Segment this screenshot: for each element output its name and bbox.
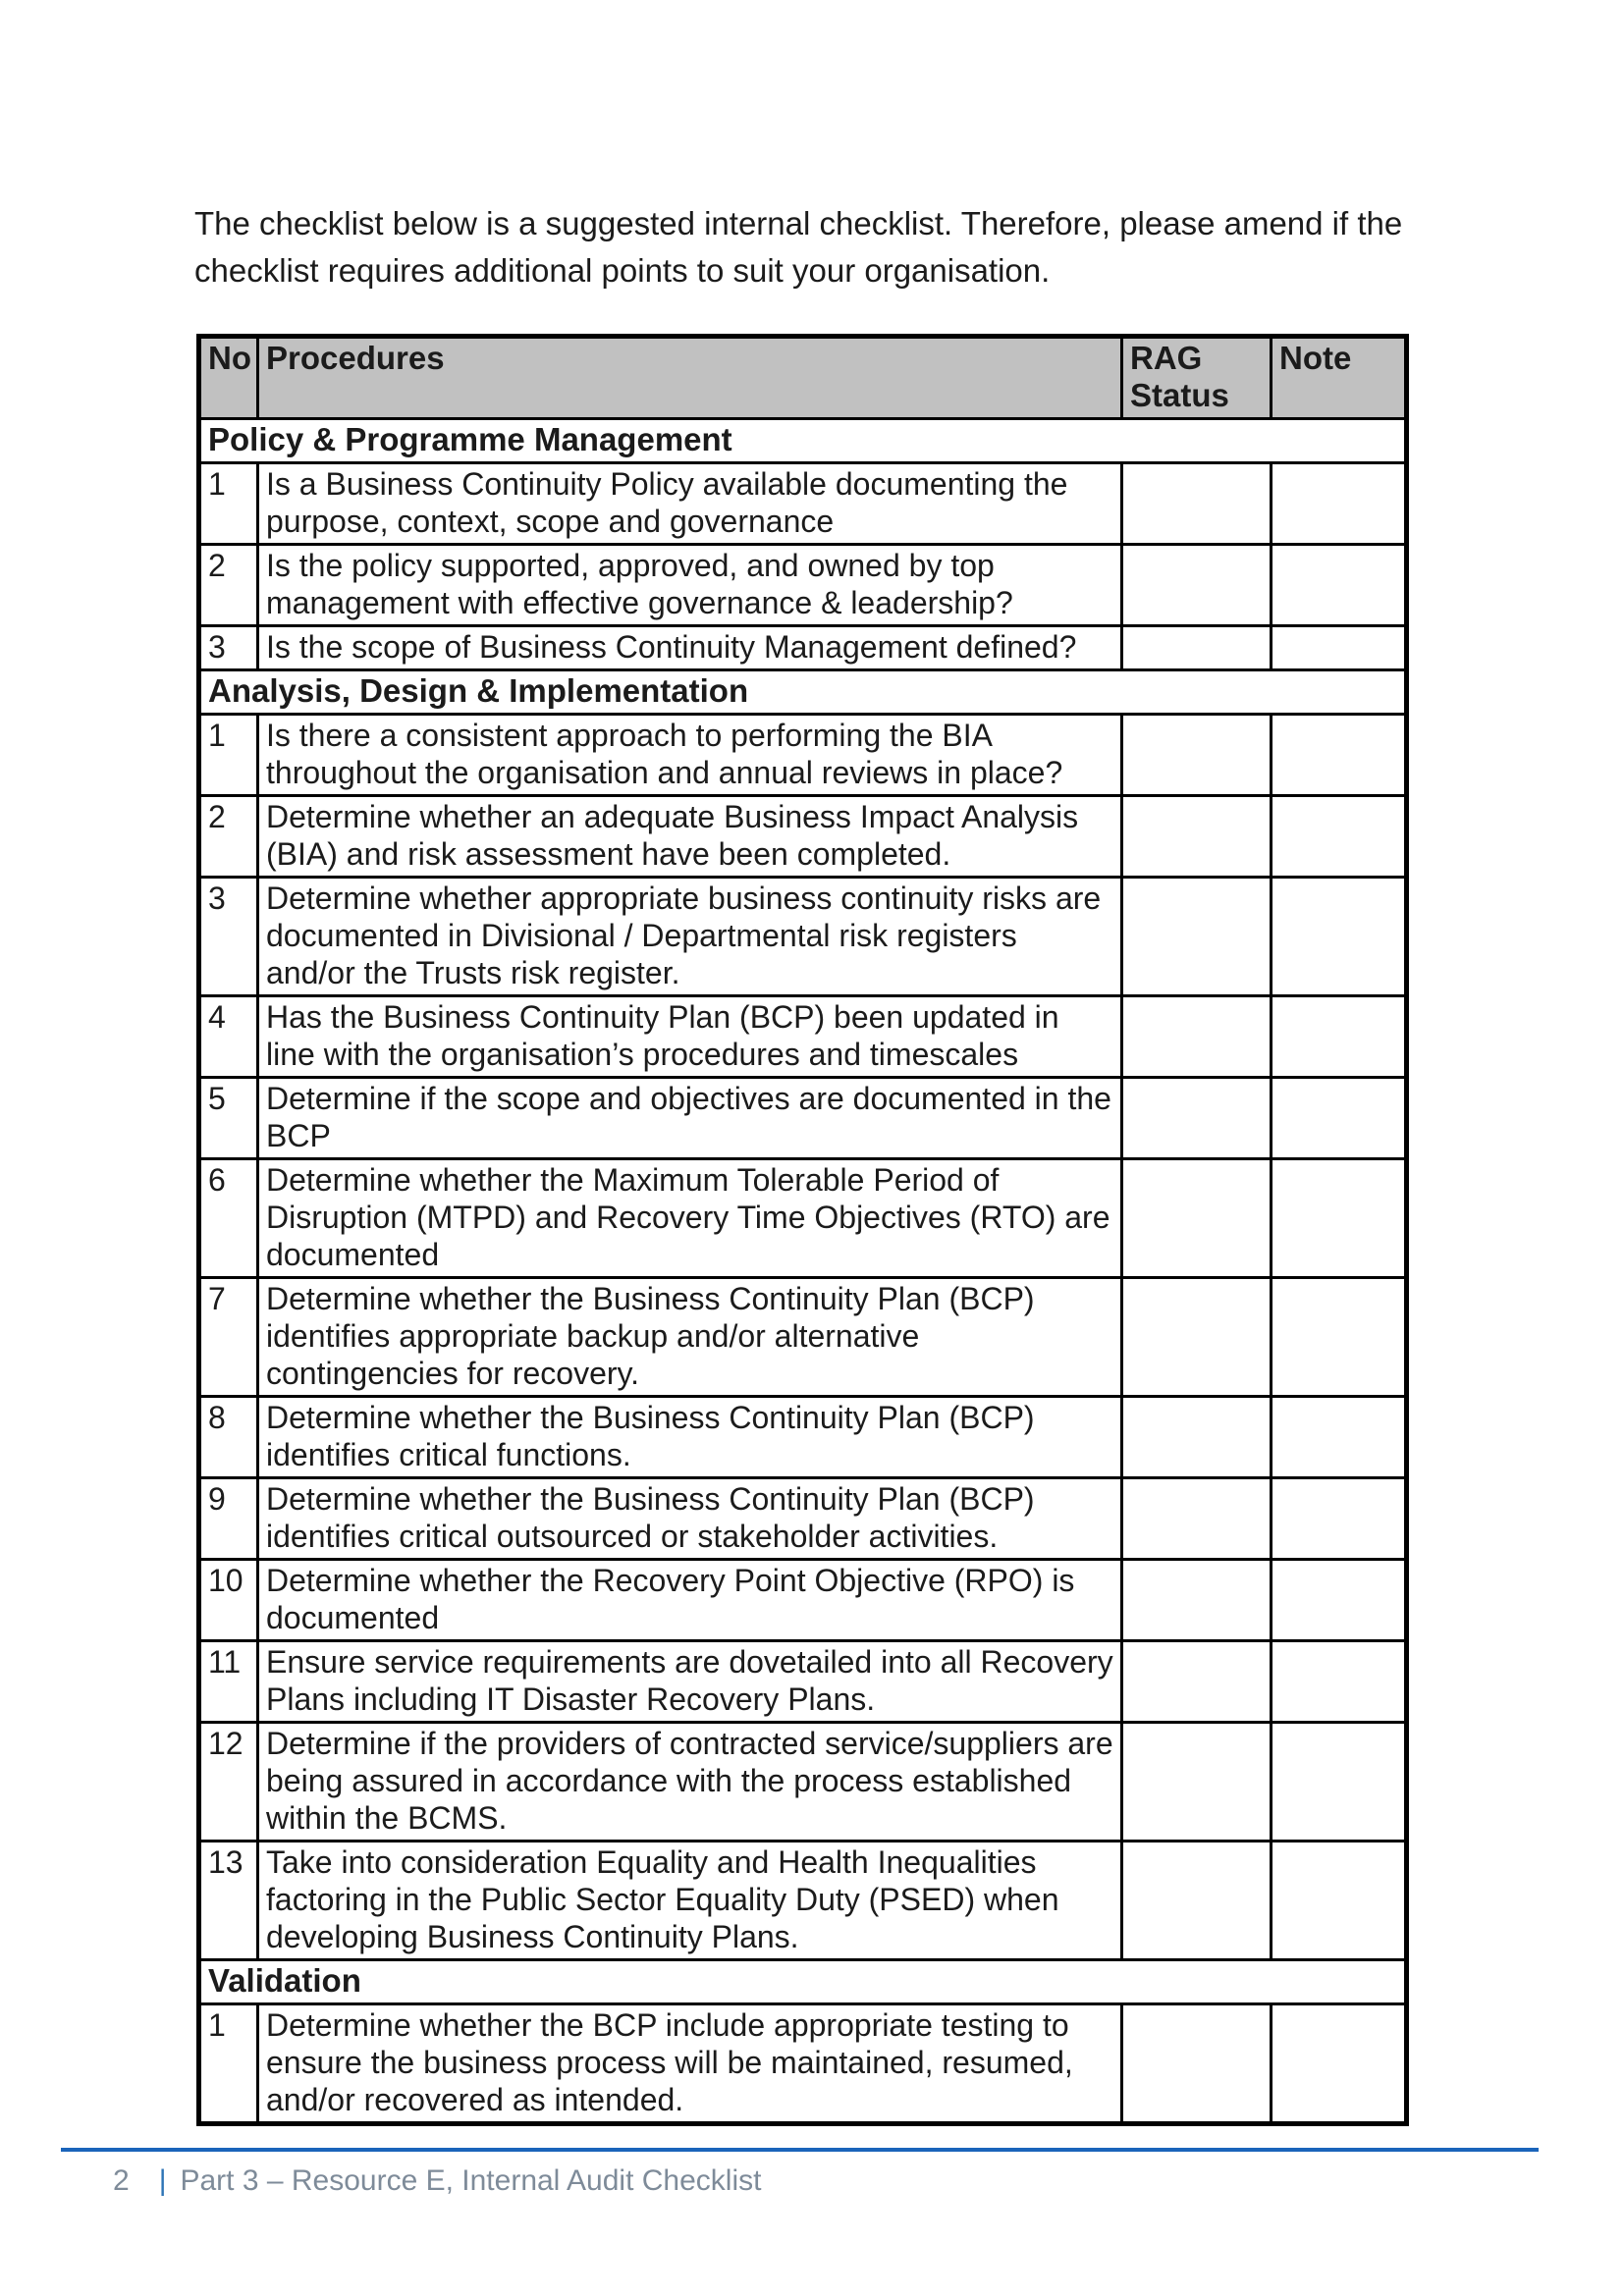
procedure-cell: Determine whether the BCP include appropriate testing to ensure the business process will be maintained, resumed, and/or recovered as intended. [258, 2004, 1122, 2124]
rag-status-cell [1122, 2004, 1272, 2124]
table-row [199, 1278, 1407, 1397]
note-cell [1272, 1560, 1407, 1641]
row-number-cell: 12 [199, 1723, 258, 1842]
section-title: Validation [199, 1960, 1407, 2004]
table-header-row [199, 337, 1407, 419]
procedure-cell: Determine whether the Business Continuity Plan (BCP) identifies appropriate backup and/or alternative contingencies for recovery. [258, 1278, 1122, 1397]
rag-status-cell [1122, 878, 1272, 996]
intro-paragraph: The checklist below is a suggested internal checklist. Therefore, please amend if the checklist requires additional points to suit your organisation. [194, 205, 1403, 289]
footer-separator: | [158, 2164, 167, 2197]
procedure-cell: Determine whether the Maximum Tolerable Period of Disruption (MTPD) and Recovery Time Objectives (RTO) are documented [258, 1159, 1122, 1278]
note-cell [1272, 1159, 1407, 1278]
rag-status-cell [1122, 715, 1272, 796]
note-cell [1272, 996, 1407, 1078]
table-row [199, 2004, 1407, 2124]
note-cell [1272, 1278, 1407, 1397]
rag-status-cell [1122, 1278, 1272, 1397]
table-row [199, 1078, 1407, 1159]
procedure-cell: Is a Business Continuity Policy available documenting the purpose, context, scope and governance [258, 463, 1122, 545]
row-number-cell: 4 [199, 996, 258, 1078]
rag-status-cell [1122, 1478, 1272, 1560]
row-number-cell: 9 [199, 1478, 258, 1560]
procedure-cell: Determine if the providers of contracted service/suppliers are being assured in accordance with the process established within the BCMS. [258, 1723, 1122, 1842]
note-cell [1272, 1478, 1407, 1560]
procedure-cell: Determine whether an adequate Business Impact Analysis (BIA) and risk assessment have been completed. [258, 796, 1122, 878]
table-row [199, 1397, 1407, 1478]
row-number-cell: 2 [199, 545, 258, 626]
footer-divider-line [61, 2148, 1539, 2152]
procedure-cell: Determine whether the Business Continuity Plan (BCP) identifies critical functions. [258, 1397, 1122, 1478]
page-footer [113, 2163, 761, 2199]
section-title: Analysis, Design & Implementation [199, 670, 1407, 715]
procedure-cell: Ensure service requirements are dovetailed into all Recovery Plans including IT Disaster Recovery Plans. [258, 1641, 1122, 1723]
procedure-cell: Determine whether the Recovery Point Objective (RPO) is documented [258, 1560, 1122, 1641]
note-cell [1272, 1078, 1407, 1159]
procedure-cell: Is the policy supported, approved, and owned by top management with effective governance & leadership? [258, 545, 1122, 626]
rag-status-cell [1122, 1560, 1272, 1641]
rag-status-cell [1122, 1078, 1272, 1159]
table-row [199, 715, 1407, 796]
row-number-cell: 11 [199, 1641, 258, 1723]
procedure-cell: Is the scope of Business Continuity Management defined? [258, 626, 1122, 670]
procedure-cell: Is there a consistent approach to performing the BIA throughout the organisation and annual reviews in place? [258, 715, 1122, 796]
table-row [199, 796, 1407, 878]
section-header-row [199, 670, 1407, 715]
row-number-cell: 13 [199, 1842, 258, 1960]
header-rag-status: RAG Status [1122, 337, 1272, 419]
rag-status-cell [1122, 1641, 1272, 1723]
procedure-cell: Has the Business Continuity Plan (BCP) been updated in line with the organisation’s procedures and timescales [258, 996, 1122, 1078]
note-cell [1272, 878, 1407, 996]
rag-status-cell [1122, 1842, 1272, 1960]
table-row [199, 878, 1407, 996]
note-cell [1272, 715, 1407, 796]
row-number-cell: 7 [199, 1278, 258, 1397]
note-cell [1272, 545, 1407, 626]
table-row [199, 1159, 1407, 1278]
row-number-cell: 10 [199, 1560, 258, 1641]
row-number-cell: 8 [199, 1397, 258, 1478]
note-cell [1272, 1723, 1407, 1842]
rag-status-cell [1122, 545, 1272, 626]
procedure-cell: Take into consideration Equality and Health Inequalities factoring in the Public Sector Equality Duty (PSED) when developing Business Continuity Plans. [258, 1842, 1122, 1960]
row-number-cell: 6 [199, 1159, 258, 1278]
table-row [199, 626, 1407, 670]
note-cell [1272, 463, 1407, 545]
rag-status-cell [1122, 1397, 1272, 1478]
note-cell [1272, 626, 1407, 670]
header-note: Note [1272, 337, 1407, 419]
procedure-cell: Determine if the scope and objectives are documented in the BCP [258, 1078, 1122, 1159]
page-number: 2 [113, 2164, 130, 2197]
rag-status-cell [1122, 796, 1272, 878]
rag-status-cell [1122, 1723, 1272, 1842]
table-row [199, 1842, 1407, 1960]
procedure-cell: Determine whether the Business Continuity Plan (BCP) identifies critical outsourced or stakeholder activities. [258, 1478, 1122, 1560]
table-row [199, 996, 1407, 1078]
row-number-cell: 1 [199, 715, 258, 796]
note-cell [1272, 2004, 1407, 2124]
procedure-cell: Determine whether appropriate business continuity risks are documented in Divisional / Departmental risk registers and/or the Trusts risk register. [258, 878, 1122, 996]
table-row [199, 1560, 1407, 1641]
header-no: No [199, 337, 258, 419]
header-procedures: Procedures [258, 337, 1122, 419]
note-cell [1272, 1842, 1407, 1960]
table-row [199, 545, 1407, 626]
table-row [199, 1723, 1407, 1842]
audit-checklist-table [196, 334, 1409, 2126]
row-number-cell: 3 [199, 626, 258, 670]
section-title: Policy & Programme Management [199, 419, 1407, 463]
rag-status-cell [1122, 1159, 1272, 1278]
row-number-cell: 5 [199, 1078, 258, 1159]
note-cell [1272, 1641, 1407, 1723]
note-cell [1272, 1397, 1407, 1478]
table-row [199, 1641, 1407, 1723]
table-row [199, 1478, 1407, 1560]
table-row [199, 463, 1407, 545]
note-cell [1272, 796, 1407, 878]
footer-title: Part 3 – Resource E, Internal Audit Checklist [180, 2164, 762, 2197]
rag-status-cell [1122, 463, 1272, 545]
row-number-cell: 2 [199, 796, 258, 878]
section-header-row [199, 1960, 1407, 2004]
row-number-cell: 1 [199, 463, 258, 545]
row-number-cell: 3 [199, 878, 258, 996]
rag-status-cell [1122, 996, 1272, 1078]
rag-status-cell [1122, 626, 1272, 670]
row-number-cell: 1 [199, 2004, 258, 2124]
section-header-row [199, 419, 1407, 463]
